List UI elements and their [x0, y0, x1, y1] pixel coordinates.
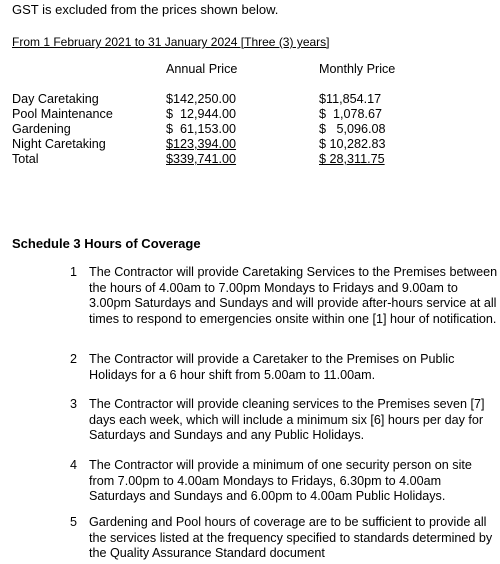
- monthly-price: $11,854.17: [319, 92, 382, 106]
- annual-price: $142,250.00: [166, 92, 237, 106]
- row-label: Night Caretaking: [12, 137, 106, 151]
- row-label: Gardening: [12, 122, 71, 136]
- annual-price-header: Annual Price: [166, 62, 238, 76]
- price-row-night-caretaking: [0, 137, 500, 152]
- price-row-day-caretaking: [0, 92, 500, 107]
- schedule-title: Schedule 3 Hours of Coverage: [12, 236, 201, 251]
- price-row-pool-maintenance: [0, 107, 500, 122]
- item-number: 5: [70, 515, 78, 529]
- monthly-price: $ 5,096.08: [319, 122, 386, 136]
- row-label: Day Caretaking: [12, 92, 99, 106]
- row-label: Total: [12, 152, 39, 166]
- monthly-price: $ 28,311.75: [319, 152, 385, 166]
- item-number: 4: [70, 458, 78, 472]
- item-text: The Contractor will provide a minimum of one security person on site from 7.00pm to 4.00am Mondays to Fridays, 6.30pm to 4.00am Saturdays and Sundays and 6.00pm to 4.00am Public Holidays.: [89, 458, 472, 504]
- item-text: The Contractor will provide a Caretaker to the Premises on Public Holidays for a 6 hour shift from 5.00am to 11.00am.: [89, 352, 455, 382]
- item-text: Gardening and Pool hours of coverage are to be sufficient to provide all the services listed at the frequency specified to standards determined by the Quality Assurance Standard document: [89, 515, 493, 561]
- monthly-price-header: Monthly Price: [319, 62, 396, 76]
- item-text: The Contractor will provide Caretaking Services to the Premises between the hours of 4.00am to 7.00pm Mondays to Fridays and 9.00am to 3.00pm Saturdays and Sundays and will provide after-hours service at all times to respond to emergencies onsite within one [1] hour of notification.: [89, 265, 498, 326]
- annual-price: $ 12,944.00: [166, 107, 237, 121]
- price-row-total: [0, 152, 500, 167]
- annual-price: $339,741.00: [166, 152, 237, 166]
- monthly-price: $ 10,282.83: [319, 137, 386, 151]
- row-label: Pool Maintenance: [12, 107, 113, 121]
- annual-price: $123,394.00: [166, 137, 237, 151]
- gst-note: GST is excluded from the prices shown below.: [12, 2, 279, 17]
- price-row-gardening: [0, 122, 500, 137]
- item-number: 2: [70, 352, 78, 366]
- monthly-price: $ 1,078.67: [319, 107, 383, 121]
- annual-price: $ 61,153.00: [166, 122, 237, 136]
- item-number: 3: [70, 397, 78, 411]
- contract-period: From 1 February 2021 to 31 January 2024 [Three (3) years]: [12, 35, 330, 49]
- item-text: The Contractor will provide cleaning services to the Premises seven [7] days each week, which will include a minimum six [6] hours per day for Saturdays and Sundays and any Public Holidays.: [89, 397, 485, 443]
- item-number: 1: [70, 265, 78, 279]
